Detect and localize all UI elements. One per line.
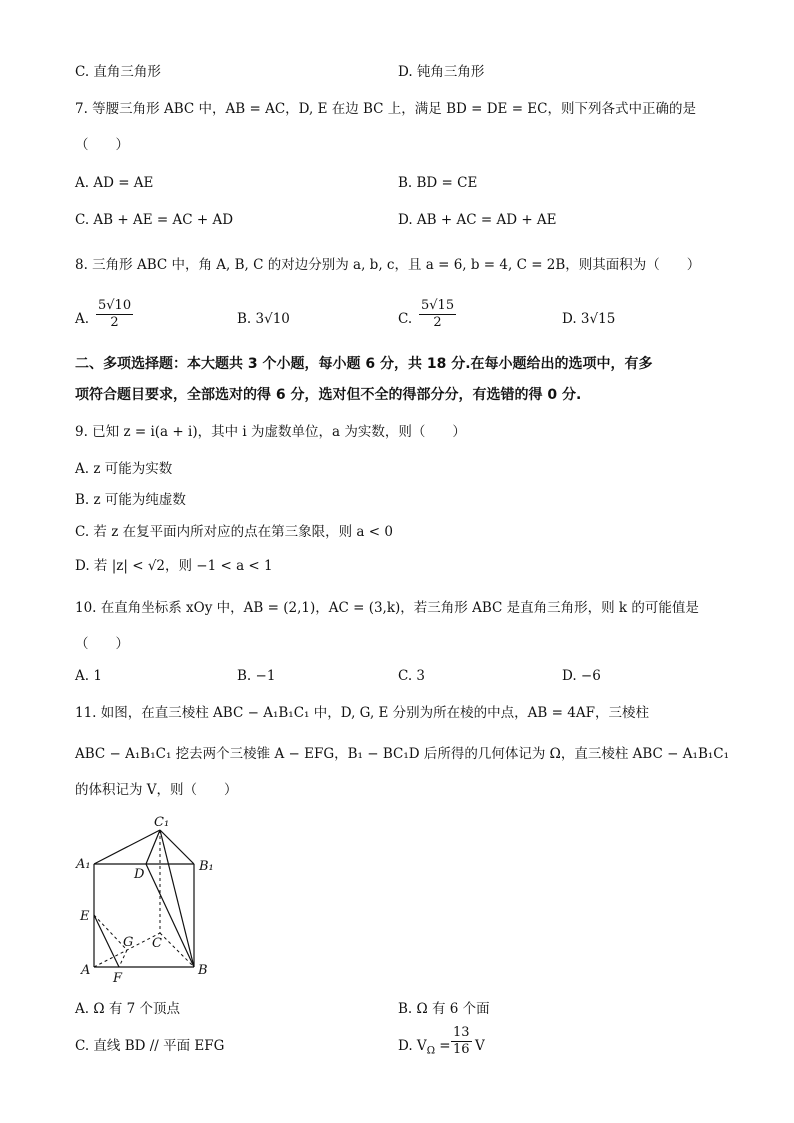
q7-stem: 7. 等腰三角形 ABC 中，AB = AC，D, E 在边 BC 上，满足 BD = DE = EC，则下列各式中正确的是 [75,101,696,117]
edge-a1-c1 [94,830,160,864]
q11-option-d-fraction [451,1025,472,1058]
q8-option-a-denominator: 2 [110,315,119,330]
label-g: G [123,935,134,950]
q6-option-d: D. 钝角三角形 [398,64,485,80]
label-a1: A₁ [76,857,91,872]
q8-option-a-numerator: 5√10 [98,298,132,313]
q10-option-c: C. 3 [398,668,426,684]
q8-stem: 8. 三角形 ABC 中，角 A, B, C 的对边分别为 a, b, c，且 a = 6, b = 4, C = 2B，则其面积为（ ） [75,257,701,273]
edge-c1-d [146,830,160,864]
q7-option-d: D. AB + AC = AD + AE [398,212,557,228]
q9-option-a: A. z 可能为实数 [75,461,173,477]
label-c: C [152,936,162,951]
label-a: A [81,963,91,978]
q11-option-b: B. Ω 有 6 个面 [398,1001,490,1017]
q8-option-c-denominator: 2 [433,315,442,330]
edge-d-b [146,864,194,967]
prism-figure [72,812,232,984]
q8-option-b: B. 3√10 [237,311,290,327]
q11-option-d-numerator: 13 [453,1025,470,1040]
q10-option-a: A. 1 [75,668,102,684]
q11-option-d-tail: V [475,1038,485,1054]
q8-option-c-label: C. [398,311,413,327]
q11-option-d-prefix: D. V [398,1038,427,1054]
label-b: B [198,963,208,978]
q11-option-c: C. 直线 BD // 平面 EFG [75,1038,225,1054]
label-e: E [80,909,90,924]
q8-option-c-fraction [419,298,456,331]
q10-option-d: D. −6 [562,668,601,684]
q8-option-a-label: A. [75,311,90,327]
q7-option-b: B. BD = CE [398,175,478,191]
q11-stem-line3: 的体积记为 V，则（ ） [75,782,238,798]
q7-option-c: C. AB + AE = AC + AD [75,212,234,228]
label-f: F [113,971,123,984]
q11-option-d-subscript: Ω [426,1045,435,1057]
q10-stem: 10. 在直角坐标系 xOy 中，AB = (2,1)，AC = (3,k)，若三角形 ABC 是直角三角形，则 k 的可能值是 [75,600,699,616]
q9-stem: 9. 已知 z = i(a + i)，其中 i 为虚数单位，a 为实数，则（ ） [75,424,466,440]
q8-option-a-fraction [96,298,133,331]
q11-stem-line2: ABC − A₁B₁C₁ 挖去两个三棱锥 A − EFG，B₁ − BC₁D 后所得的几何体记为 Ω，直三棱柱 ABC − A₁B₁C₁ [75,746,730,762]
section2-heading-line2: 项符合题目要求，全部选对的得 6 分，选对但不全的得部分分，有选错的得 0 分. [75,387,582,403]
q10-option-b: B. −1 [237,668,276,684]
q10-paren: （ ） [75,636,129,652]
q11-option-a: A. Ω 有 7 个顶点 [75,1001,180,1017]
edge-c1-b [160,830,194,967]
label-b1: B₁ [199,859,214,874]
q9-option-c: C. 若 z 在复平面内所对应的点在第三象限，则 a < 0 [75,524,393,540]
q9-option-d: D. 若 |z| < √2，则 −1 < a < 1 [75,558,273,574]
q11-option-d-label [398,1037,451,1061]
q11-stem-line1: 11. 如图，在直三棱柱 ABC − A₁B₁C₁ 中，D, G, E 分别为所在棱的中点，AB = 4AF，三棱柱 [75,705,649,721]
edge-e-f [94,915,119,967]
q8-option-d: D. 3√15 [562,311,616,327]
label-d: D [134,867,145,882]
section2-heading-line1: 二、多项选择题：本大题共 3 个小题，每小题 6 分，共 18 分.在每小题给出的选项中，有多 [75,356,653,372]
q11-option-d-equals: = [439,1038,451,1054]
q8-option-c-numerator: 5√15 [421,298,455,313]
q7-paren: （ ） [75,137,129,153]
q9-option-b: B. z 可能为纯虚数 [75,492,186,508]
q6-option-c: C. 直角三角形 [75,64,161,80]
q11-option-d-denominator: 16 [453,1042,470,1057]
q7-option-a: A. AD = AE [75,175,154,191]
edge-c-b-hidden [160,933,194,967]
label-c1: C₁ [154,815,170,830]
